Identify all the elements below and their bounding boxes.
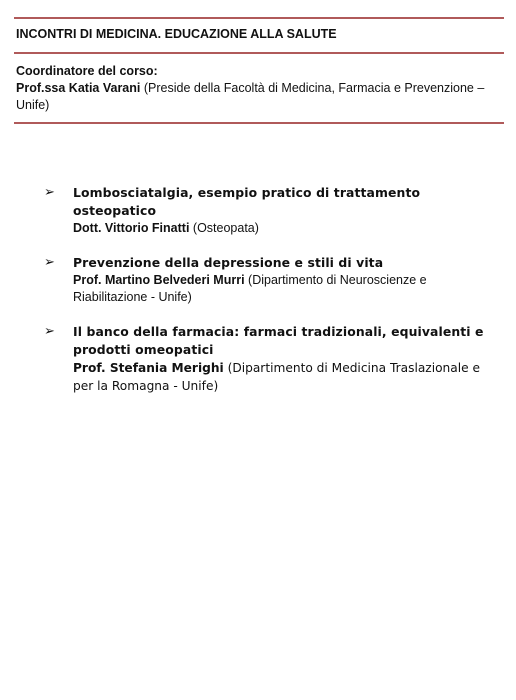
speaker-name: Dott. Vittorio Finatti (73, 221, 190, 235)
coordinator-line (16, 80, 506, 114)
speaker-name: Prof. Martino Belvederi Murri (73, 273, 245, 287)
topic-title: Lombosciatalgia, esempio pratico di trattamento osteopatico (73, 185, 421, 218)
document-title: INCONTRI DI MEDICINA. EDUCAZIONE ALLA SALUTE (16, 27, 337, 41)
speaker-line (73, 220, 504, 237)
topic-item (44, 323, 504, 395)
speaker-affiliation: (Osteopata) (192, 221, 259, 235)
speaker-name: Prof. Stefania Merighi (73, 361, 224, 375)
coordinator-label: Coordinatore del corso: (16, 64, 158, 78)
coordinator-divider (14, 122, 504, 124)
topics-list (44, 184, 504, 412)
coordinator-name: Prof.ssa Katia Varani (16, 81, 141, 95)
coordinator-block (16, 63, 506, 114)
topic-item (44, 184, 504, 237)
arrow-bullet-icon: ➢ (44, 185, 55, 200)
coordinator-affiliation: (Preside della Facoltà di Medicina, Farmacia e Prevenzione – Unife) (16, 81, 485, 112)
speaker-line (73, 359, 504, 395)
top-rule (14, 17, 504, 19)
speaker-affiliation: (Dipartimento di Neuroscienze e Riabilitazione - Unife) (73, 273, 427, 304)
topic-title: Prevenzione della depressione e stili di vita (73, 255, 384, 270)
title-divider (14, 52, 504, 54)
topic-item (44, 254, 504, 306)
arrow-bullet-icon: ➢ (44, 324, 55, 339)
speaker-affiliation: (Dipartimento di Medicina Traslazionale e per la Romagna - Unife) (73, 361, 480, 393)
arrow-bullet-icon: ➢ (44, 255, 55, 270)
topic-title: Il banco della farmacia: farmaci tradizionali, equivalenti e prodotti omeopatici (73, 324, 484, 357)
speaker-line (73, 272, 504, 306)
